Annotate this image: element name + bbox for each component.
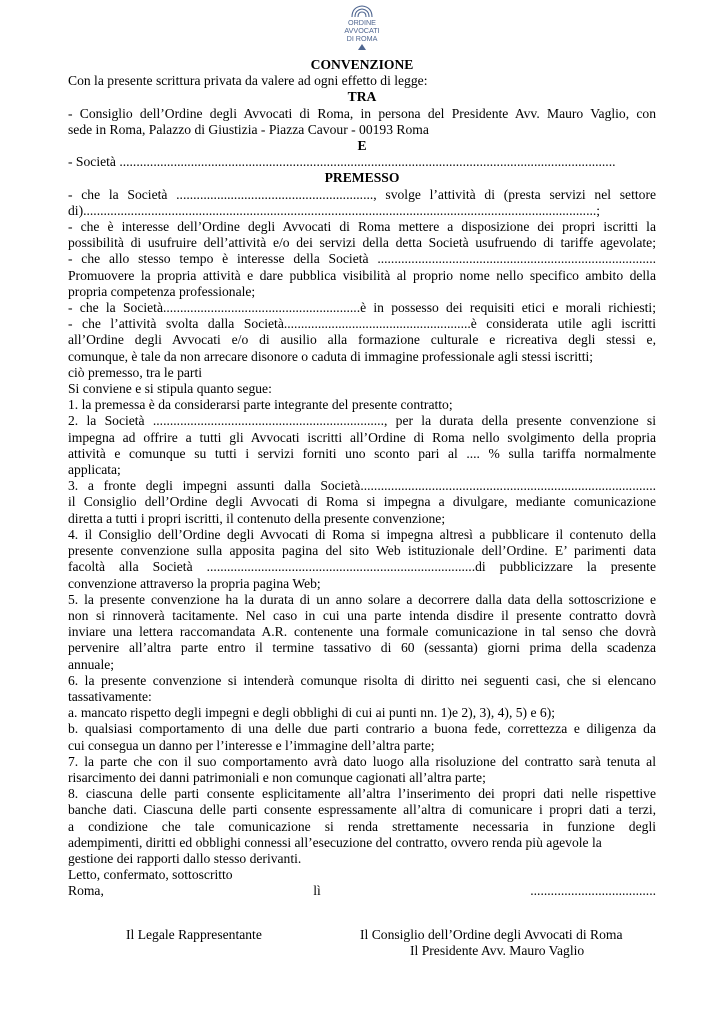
document-title: CONVENZIONE — [310, 57, 414, 72]
body-line: a condizione che tale comunicazione si renda strettamente necessaria in funzione degli — [68, 818, 656, 834]
agreement-body — [68, 187, 656, 900]
body-line: propria competenza professionale; — [68, 283, 256, 299]
body-line: 3. a fronte degli impegni assunti dalla Società....................................................................................... — [68, 478, 656, 494]
tra-heading: TRA — [347, 89, 377, 105]
intro-text: Con la presente scrittura privata da valere ad ogni effetto di legge: — [68, 73, 428, 89]
body-line: ciò premesso, tra le parti — [68, 364, 202, 380]
body-line: - che l’attività svolta dalla Società.......................................................è considerata utile agli iscritti — [68, 316, 656, 332]
signature-council: Il Consiglio dell’Ordine degli Avvocati di Roma — [360, 927, 623, 942]
body-line: 7. la parte che con il suo comportamento avrà dato luogo alla risoluzione del contratto sarà tenuta al — [68, 753, 656, 769]
body-line: pervenire all’altra parte entro il termine tassativo di 60 (sessanta) giorni prima della scadenza — [68, 640, 656, 656]
party-2-line: - Società .................................................................................................................................................. — [68, 154, 616, 170]
party-1-line-2: sede in Roma, Palazzo di Giustizia - Piazza Cavour - 00193 Roma — [68, 121, 429, 137]
body-line: applicata; — [68, 462, 121, 478]
logo-line-1: ORDINE — [348, 18, 376, 27]
body-line: banche dati. Ciascuna delle parti consente espressamente all’altra di comunicare i propri dati a terzi, — [68, 802, 656, 818]
body-line: a. mancato rispetto degli impegni e degli obblighi di cui ai punti nn. 1)e 2), 3), 4), 5) e 6); — [68, 705, 555, 721]
body-line: - che la Società .........................................................., svolge l’attività di (presta servizi nel settore — [68, 186, 656, 202]
body-line: - che la Società..........................................................è in possesso dei requisiti etici e morali richiesti; — [68, 300, 656, 316]
body-line: comunque, è tale da non arrecare disonore o caduta di immagine professionale agli stessi iscritti; — [68, 348, 594, 364]
body-line: di).......................................................................................................................................................; — [68, 202, 601, 218]
body-line: inviare una lettera raccomandata A.R. contenente una formale comunicazione in tal senso che dovrà — [68, 624, 656, 640]
party-1-line-1: - Consiglio dell’Ordine degli Avvocati di Roma, in persona del Presidente Avv. Mauro Vaglio, con — [68, 105, 656, 121]
body-line: diretta a tutti i propri iscritti, il contenuto della presente convenzione; — [68, 510, 446, 526]
body-line: non si rinnoverà tacitamente. Nel caso in cui una parte intenda disdire il presente contratto dovrà — [68, 607, 656, 623]
e-heading: E — [357, 138, 367, 154]
body-line: possibilità di usufruire dell’attività e/o dei servizi della detta Società usufruendo di tariffe agevolate; — [68, 235, 656, 251]
body-line: 6. la presente convenzione si intenderà comunque risolta di diritto nei seguenti casi, che si elencano — [68, 672, 656, 688]
body-line: facoltà alla Società ...............................................................................di pubblicizzare la presente — [68, 559, 656, 575]
body-line: b. qualsiasi comportamento di una delle due parti contrario a buona fede, correttezza e diligenza da — [68, 721, 656, 737]
body-line: attività e comunque su tutti i servizi forniti uno sconto pari al .... % sulla tariffa normalmente — [68, 445, 656, 461]
body-line: all’Ordine degli Avvocati e/o di ausilio alla formazione culturale e ricreativa degli stessi e, — [68, 332, 656, 348]
body-line: 1. la premessa è da considerarsi parte integrante del presente contratto; — [68, 397, 453, 413]
body-line: Si conviene e si stipula quanto segue: — [68, 381, 272, 397]
body-line: Roma, lì ..................................... — [68, 883, 656, 899]
body-line: tassativamente: — [68, 688, 152, 704]
body-line: 4. il Consiglio dell’Ordine degli Avvocati di Roma si impegna altresì a pubblicare il contenuto della — [68, 526, 656, 542]
body-line: gestione dei rapporti dallo stesso derivanti. — [68, 850, 302, 866]
body-line: cui consegua un danno per l’interesse e l’immagine dell’altra parte; — [68, 737, 435, 753]
signature-legal-representative: Il Legale Rappresentante — [126, 927, 262, 942]
body-line: annuale; — [68, 656, 115, 672]
logo-line-2: AVVOCATI — [344, 26, 380, 35]
body-line: convenzione attraverso la propria pagina Web; — [68, 575, 321, 591]
signature-president: Il Presidente Avv. Mauro Vaglio — [410, 943, 585, 958]
body-line: - che è interesse dell’Ordine degli Avvocati di Roma mettere a disposizione dei propri iscritti la — [68, 219, 656, 235]
body-line: 2. la Società ...................................................................., per la durata della presente convenzione si — [68, 413, 656, 429]
body-line: risarcimento dei danni patrimoniali e non comunque cagionati all’altra parte; — [68, 769, 486, 785]
body-line: Promuovere la propria attività e dare pubblica visibilità al proprio nome nello specifico ambito della — [68, 267, 656, 283]
body-line: il Consiglio dell’Ordine degli Avvocati di Roma si impegna a divulgare, mediante comunicazione — [68, 494, 656, 510]
body-line: adempimenti, diritti ed obblighi connessi all’esecuzione del contratto, ovvero renda più agevole la — [68, 834, 602, 850]
body-line: 8. ciascuna delle parti consente esplicitamente all’altra l’inserimento dei propri dati nelle rispettive — [68, 786, 656, 802]
body-line: - che allo stesso tempo è interesse della Società .................................................................................. — [68, 251, 656, 267]
ordine-avvocati-logo — [340, 3, 384, 57]
body-line: presente convenzione sulla apposita pagina del sito Web istituzionale dell’Ordine. E’ parimenti data — [68, 543, 656, 559]
premesso-heading: PREMESSO — [324, 170, 400, 186]
body-line: 5. la presente convenzione ha la durata di un anno solare a decorrere dalla data della sottoscrizione e — [68, 591, 656, 607]
body-line: Letto, confermato, sottoscritto — [68, 867, 233, 883]
document-page — [68, 0, 656, 900]
body-line: impegna ad offrire a tutti gli Avvocati iscritti all’Ordine di Roma nello svolgimento della propria — [68, 429, 656, 445]
logo-line-3: DI ROMA — [346, 34, 378, 43]
